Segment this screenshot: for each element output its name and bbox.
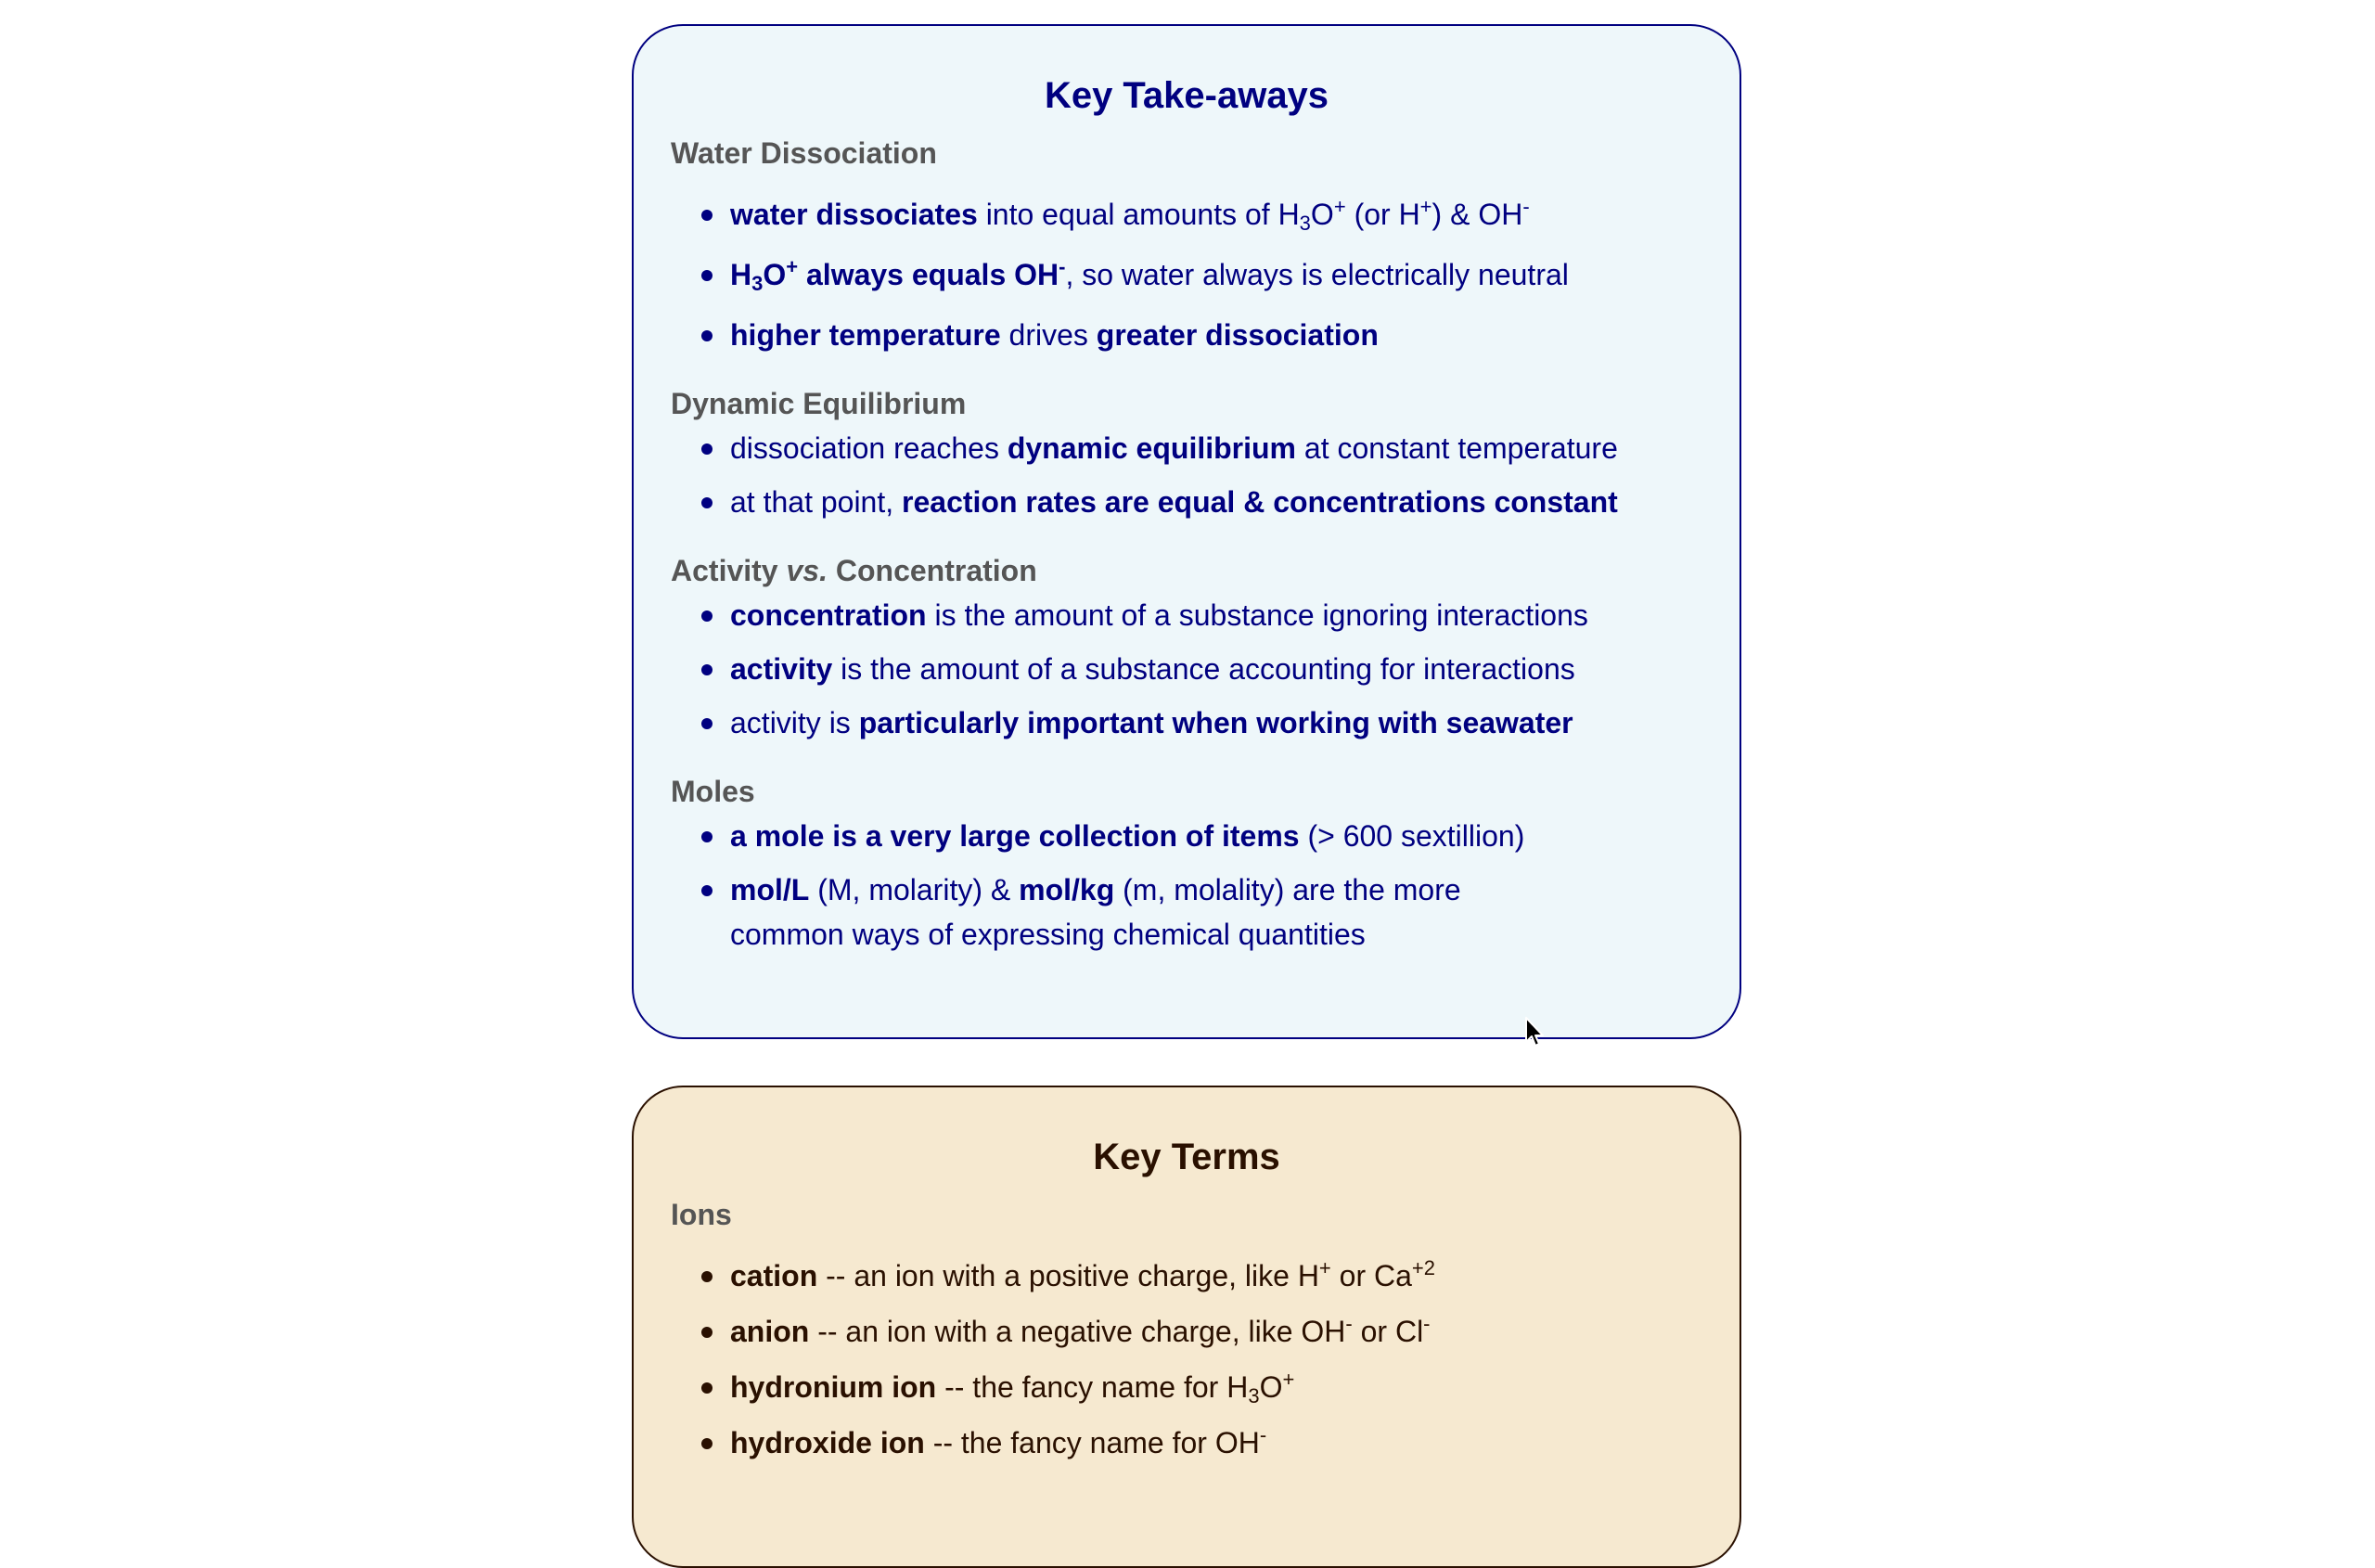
key-terms-card xyxy=(632,1086,1741,1568)
key-takeaways-title: Key Take-aways xyxy=(1044,75,1329,116)
bullet-list xyxy=(671,593,1702,745)
text-span: is the amount of a substance ignoring interactions xyxy=(926,598,1588,632)
text-span: -- an ion with a negative charge, like OH xyxy=(809,1315,1346,1348)
list-item xyxy=(693,1365,1639,1409)
section-moles xyxy=(671,773,1702,957)
bullet-icon xyxy=(701,1438,712,1449)
superscript: + xyxy=(1282,1368,1295,1391)
bullet-icon xyxy=(701,443,712,455)
bold-text: mol/kg xyxy=(1019,873,1115,906)
text-span: -- an ion with a positive charge, like H xyxy=(817,1259,1319,1292)
superscript: - xyxy=(1522,195,1530,218)
text-span: -- the fancy name for H xyxy=(936,1370,1249,1404)
list-item xyxy=(693,868,1639,957)
section-title: Dynamic Equilibrium xyxy=(671,387,967,420)
section-title: Water Dissociation xyxy=(671,136,937,170)
bold-text: + xyxy=(786,255,799,278)
text-span: drives xyxy=(1000,318,1097,352)
bullet-icon xyxy=(701,718,712,729)
list-item xyxy=(693,313,1639,357)
superscript: +2 xyxy=(1411,1256,1436,1279)
key-takeaways-card xyxy=(632,24,1741,1039)
text-span: (> 600 sextillion) xyxy=(1299,819,1525,853)
bold-text: anion xyxy=(730,1315,810,1348)
text-span: , so water always is electrically neutral xyxy=(1065,258,1569,291)
list-item xyxy=(693,480,1639,524)
bullet-icon xyxy=(701,497,712,508)
text-span: (or H xyxy=(1345,198,1420,231)
bold-text: O xyxy=(763,258,787,291)
text-span: (M, molarity) & xyxy=(809,873,1020,906)
text-span: Concentration xyxy=(827,554,1037,587)
bullet-list xyxy=(671,192,1702,357)
text-span: into equal amounts of H xyxy=(977,198,1300,231)
bold-text: a mole is a very large collection of items xyxy=(730,819,1300,853)
text-span: O xyxy=(1259,1370,1283,1404)
bullet-icon xyxy=(701,664,712,675)
key-terms-sections xyxy=(671,1196,1702,1465)
text-span: common ways of expressing chemical quantities xyxy=(730,918,1366,951)
text-span: is the amount of a substance accounting for interactions xyxy=(832,652,1575,686)
text-span: ) & OH xyxy=(1431,198,1523,231)
list-item xyxy=(693,192,1639,237)
bold-text: reaction rates are equal & concentrations constant xyxy=(902,485,1618,519)
text-span: or Cl xyxy=(1352,1315,1424,1348)
superscript: + xyxy=(1333,195,1346,218)
bold-text: 3 xyxy=(751,272,764,295)
bold-text: - xyxy=(1059,255,1066,278)
bold-text: hydroxide ion xyxy=(730,1426,925,1459)
bold-text: mol/L xyxy=(730,873,810,906)
bold-text: activity xyxy=(730,652,833,686)
superscript: + xyxy=(1318,1256,1331,1279)
bullet-icon xyxy=(701,1271,712,1282)
bullet-icon xyxy=(701,1382,712,1394)
key-terms-title: Key Terms xyxy=(1093,1137,1280,1177)
superscript: - xyxy=(1423,1312,1431,1335)
text-span: at constant temperature xyxy=(1296,431,1618,465)
bullet-icon xyxy=(701,270,712,281)
bullet-icon xyxy=(701,330,712,341)
text-span: Activity xyxy=(671,554,787,587)
section-dynamic-equilibrium xyxy=(671,385,1702,524)
list-item xyxy=(693,1309,1639,1354)
superscript: + xyxy=(1419,195,1432,218)
section-activity-vs-concentration xyxy=(671,552,1702,745)
list-item xyxy=(693,593,1639,637)
bold-text: cation xyxy=(730,1259,818,1292)
mouse-cursor-icon xyxy=(1524,1016,1547,1049)
section-title: Ions xyxy=(671,1198,732,1231)
list-item xyxy=(693,700,1639,745)
bold-text: hydronium ion xyxy=(730,1370,937,1404)
list-item xyxy=(693,252,1639,297)
subscript: 3 xyxy=(1299,212,1311,235)
bullet-list xyxy=(671,1253,1702,1465)
text-span: at that point, xyxy=(730,485,903,519)
list-item xyxy=(693,814,1639,858)
bullet-list xyxy=(671,426,1702,524)
section-title: Moles xyxy=(671,775,755,808)
bold-text: higher temperature xyxy=(730,318,1001,352)
bold-text: water dissociates xyxy=(730,198,978,231)
bullet-icon xyxy=(701,831,712,842)
bullet-icon xyxy=(701,610,712,622)
text-span: vs. xyxy=(786,554,828,587)
superscript: - xyxy=(1345,1312,1353,1335)
section-water-dissociation xyxy=(671,135,1702,357)
bullet-icon xyxy=(701,210,712,221)
key-takeaways-sections xyxy=(671,135,1702,957)
list-item xyxy=(693,426,1639,470)
section-ions xyxy=(671,1196,1702,1465)
bullet-icon xyxy=(701,885,712,896)
bold-text: greater dissociation xyxy=(1096,318,1379,352)
text-span: -- the fancy name for OH xyxy=(924,1426,1260,1459)
bullet-icon xyxy=(701,1327,712,1338)
text-span: or Ca xyxy=(1330,1259,1412,1292)
list-item xyxy=(693,1253,1639,1298)
bold-text: particularly important when working with seawater xyxy=(858,706,1573,739)
superscript: - xyxy=(1259,1423,1267,1446)
list-item xyxy=(693,1420,1639,1465)
section-title xyxy=(671,552,1702,589)
bold-text: H xyxy=(730,258,752,291)
text-span: activity is xyxy=(730,706,859,739)
text-span: dissociation reaches xyxy=(730,431,1008,465)
subscript: 3 xyxy=(1248,1384,1260,1407)
bold-text: dynamic equilibrium xyxy=(1007,431,1296,465)
bullet-list xyxy=(671,814,1702,957)
list-item xyxy=(693,647,1639,691)
bold-text: concentration xyxy=(730,598,927,632)
text-span: O xyxy=(1310,198,1334,231)
text-span: (m, molality) are the more xyxy=(1114,873,1461,906)
bold-text: always equals OH xyxy=(798,258,1059,291)
